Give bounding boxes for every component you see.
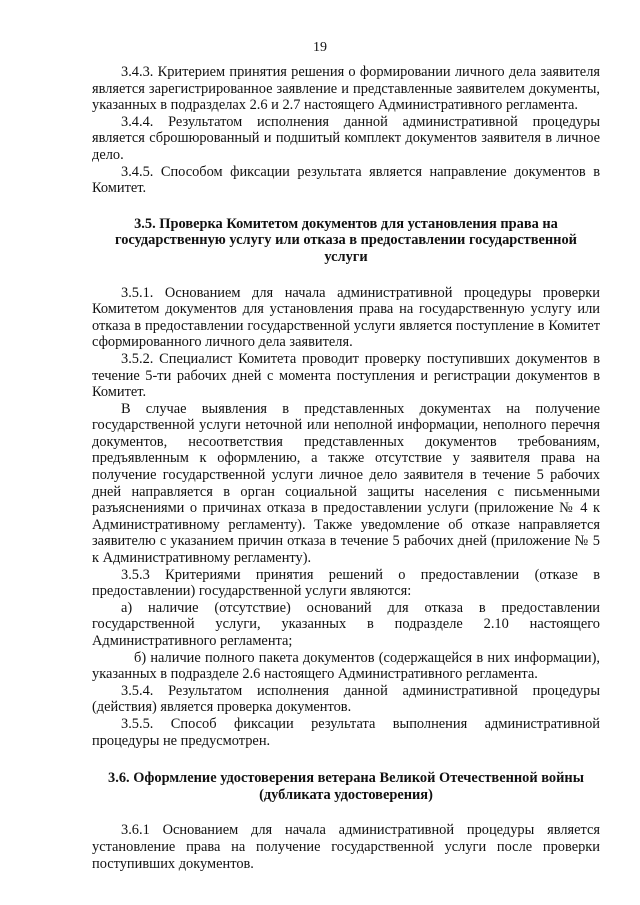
paragraph-refusal: В случае выявления в представленных документах на получение государственной услуги неточной или неполной информации, неполного перечня документов, несоответствия представленных документов требованиям, предъявленным к оформлению, а также отсутствие у заявителя права на получение государственной услуги личное дело заявителя в течение 5 рабочих дней направляется в орган социальной защиты населения с письменными разъяснениями о причинах отказа в предоставлении услуги (приложение № 4 к Административному регламенту). Также уведомление об отказе направляется заявителю с указанием причин отказа в течение 5 рабочих дней (приложение № 5 к Административному регламенту). xyxy=(92,400,600,567)
paragraph-3-4-4: 3.4.4. Результатом исполнения данной административной процедуры является сброшюрованный и подшитый комплект документов заявителя в личное дело. xyxy=(92,113,600,163)
paragraph-3-4-3: 3.4.3. Критерием принятия решения о формировании личного дела заявителя является зарегистрированное заявление и представленные заявителем документы, указанных в подразделах 2.6 и 2.7 настоящего Административного регламента. xyxy=(92,64,600,114)
page-number: 19 xyxy=(313,40,327,55)
paragraph-3-5-2: 3.5.2. Специалист Комитета проводит проверку поступивших документов в течение 5-ти рабочих дней с момента поступления и регистрации документов в Комитет. xyxy=(92,350,600,401)
paragraph-criterion-a: а) наличие (отсутствие) оснований для отказа в предоставлении государственной услуги, указанных в подразделе 2.10 настоящего Административного регламента; xyxy=(92,599,600,649)
paragraph-3-5-5: 3.5.5. Способ фиксации результата выполнения административной процедуры не предусмотрен. xyxy=(92,715,600,749)
paragraph-3-6-1: 3.6.1 Основанием для начала административной процедуры является установление права на получение государственной услуги после проверки поступивших документов. xyxy=(92,822,600,872)
paragraph-3-5-4: 3.5.4. Результатом исполнения данной административной процедуры (действия) является проверка документов. xyxy=(92,682,600,716)
paragraph-3-5-1: 3.5.1. Основанием для начала административной процедуры проверки Комитетом документов для установления права на государственную услугу или отказа в предоставлении государственной услуги является поступление в Комитет сформированного личного дела заявителя. xyxy=(92,284,600,351)
section-heading-3-5: 3.5. Проверка Комитетом документов для установления права на государственную услугу или отказа в предоставлении государственной услуги xyxy=(115,215,577,265)
paragraph-criterion-b: б) наличие полного пакета документов (содержащейся в них информации), указанных в подразделе 2.6 настоящего Административного регламента. xyxy=(92,649,600,683)
paragraph-3-5-3: 3.5.3 Критериями принятия решений о предоставлении (отказе в предоставлении) государственной услуги являются: xyxy=(92,566,600,600)
section-heading-3-6: 3.6. Оформление удостоверения ветерана Великой Отечественной войны (дубликата удостоверения) xyxy=(108,770,584,803)
paragraph-3-4-5: 3.4.5. Способом фиксации результата является направление документов в Комитет. xyxy=(92,163,600,197)
document-body xyxy=(92,64,600,872)
